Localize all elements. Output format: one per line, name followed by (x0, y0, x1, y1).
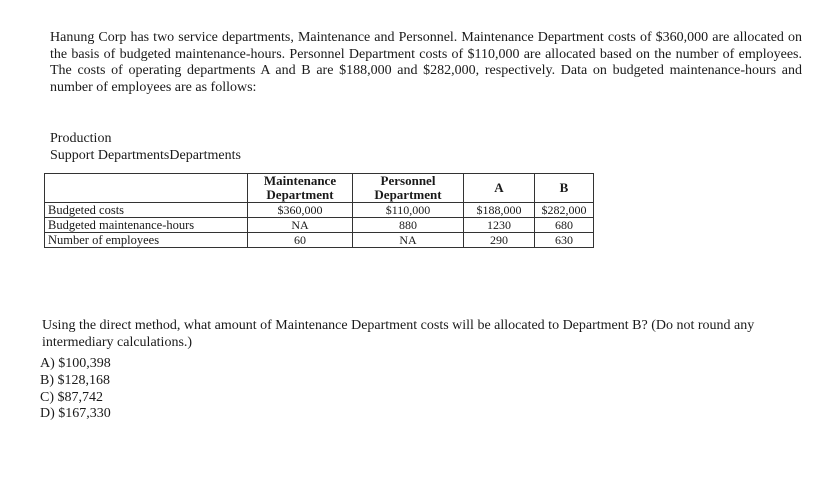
header-maintenance: Maintenance Department (248, 174, 353, 203)
production-label: Production (50, 131, 112, 146)
cell-b-costs: $282,000 (535, 203, 594, 218)
problem-intro: Hanung Corp has two service departments, Maintenance and Personnel. Maintenance Department costs of $360,000 are allocated on the basis of budgeted maintenance-hours. Personnel Department costs of $110,000 are allocated based on the number of employees. The costs of operating departments A and B are $188,000 and $282,000, respectively. Data on budgeted maintenance-hours and number of employees are as follows: (50, 30, 802, 95)
row-label-maintenance-hours: Budgeted maintenance-hours (45, 218, 248, 233)
cell-personnel-costs: $110,000 (353, 203, 464, 218)
cell-maintenance-hours-personnel: 880 (353, 218, 464, 233)
cell-employees-maint: 60 (248, 233, 353, 248)
answer-options (40, 356, 111, 423)
cell-employees-personnel: NA (353, 233, 464, 248)
table-row (45, 218, 594, 233)
row-label-employees: Number of employees (45, 233, 248, 248)
cell-maintenance-hours-b: 680 (535, 218, 594, 233)
option-b[interactable]: B) $128,168 (40, 372, 110, 388)
cell-maintenance-hours-a: 1230 (464, 218, 535, 233)
header-dept-b: B (535, 174, 594, 203)
question-text: Using the direct method, what amount of Maintenance Department costs will be allocated to Department B? (Do not round any intermediary calculations.) (42, 318, 755, 350)
cell-a-costs: $188,000 (464, 203, 535, 218)
option-a[interactable]: A) $100,398 (40, 356, 111, 371)
option-d[interactable]: D) $167,330 (40, 406, 111, 422)
header-personnel: Personnel Department (353, 174, 464, 203)
cell-maintenance-costs: $360,000 (248, 203, 353, 218)
cell-maintenance-hours-maint: NA (248, 218, 353, 233)
cell-employees-a: 290 (464, 233, 535, 248)
row-label-budgeted-costs: Budgeted costs (45, 203, 248, 218)
table-row (45, 203, 594, 218)
header-blank (45, 174, 248, 203)
cell-employees-b: 630 (535, 233, 594, 248)
table-row (45, 233, 594, 248)
table-header-row (45, 174, 594, 203)
option-c[interactable]: C) $87,742 (40, 389, 103, 405)
header-dept-a: A (464, 174, 535, 203)
support-departments-label: Support DepartmentsDepartments (50, 148, 241, 163)
cost-data-table (44, 173, 594, 248)
